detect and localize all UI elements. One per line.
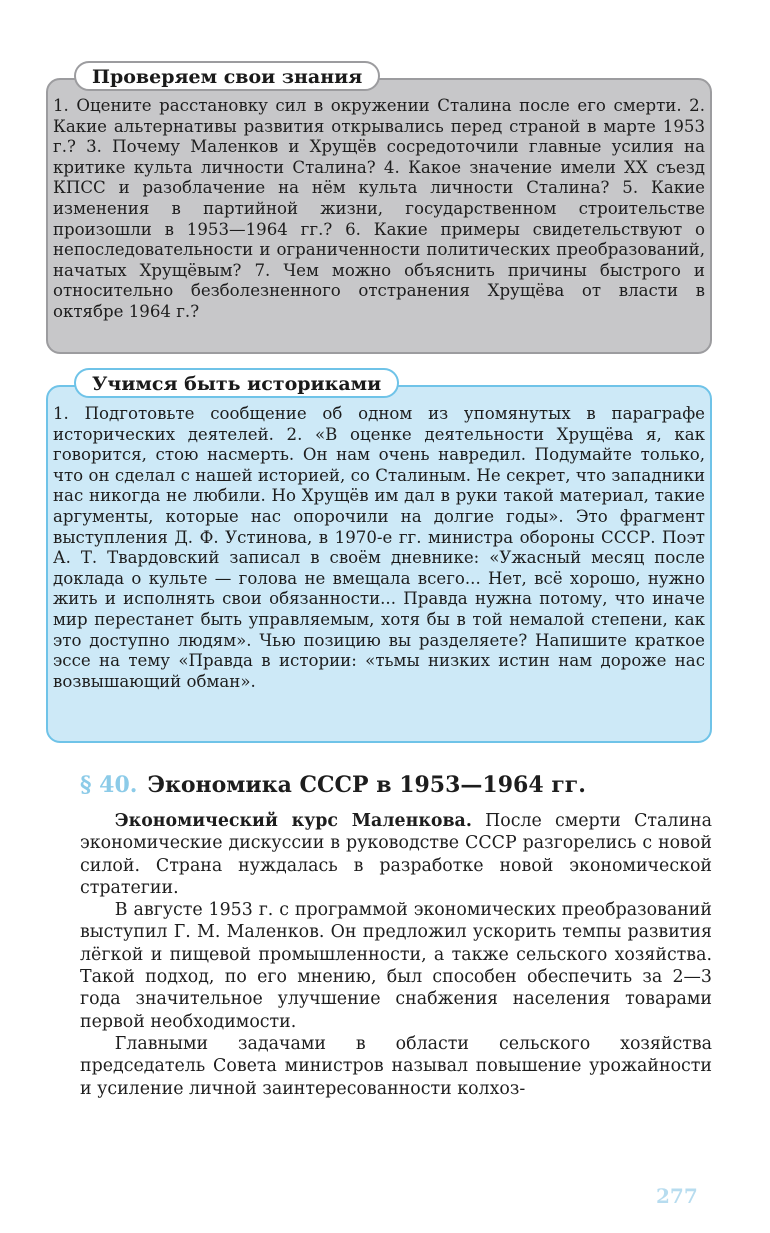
- historian-tasks-text: [53, 404, 705, 692]
- historian-tasks-title: Учимся быть историками: [74, 368, 399, 398]
- section-title: Экономика СССР в 1953—1964 гг.: [147, 772, 586, 798]
- main-text: [80, 810, 712, 1100]
- paragraph-3: Главными задачами в области сельского хозяйства председатель Совета министров называл повышение урожайности и усиление личной заинтересованности колхоз-: [80, 1033, 712, 1099]
- page-number: 277: [656, 1184, 698, 1208]
- section-heading: [80, 772, 586, 798]
- paragraph-2: В августе 1953 г. с программой экономических преобразований выступил Г. М. Маленков. Он предложил ускорить темпы развития лёгкой и пищевой промышленности, а также сельского хозяйства. Такой подход, по его мнению, был способен обеспечить за 2—3 года значительное улучшение снабжения населения товарами первой необходимости.: [80, 900, 712, 1032]
- review-questions-text: [53, 96, 705, 323]
- review-questions-paragraph: 1. Оцените расстановку сил в окружении Сталина после его смерти. 2. Какие альтернативы развития открывались перед страной в марте 1953 г.? 3. Почему Маленков и Хрущёв сосредоточили главные усилия на критике культа личности Сталина? 4. Какое значение имели XX съезд КПСС и разоблачение на нём культа личности Сталина? 5. Какие изменения в партийной жизни, государственном строительстве произошли в 1953—1964 гг.? 6. Какие примеры свидетельствуют о непоследовательности и ограниченности политических преобразований, начатых Хрущёвым? 7. Чем можно объяснить причины быстрого и относительно безболезненного отстранения Хрущёва от власти в октябре 1964 г.?: [53, 96, 705, 321]
- section-number: § 40.: [80, 772, 138, 798]
- paragraph-1-text: После смерти Сталина экономические дискуссии в руководстве СССР разгорелись с новой силой. Страна нуждалась в разработке новой экономической стратегии.: [80, 811, 712, 898]
- paragraph-1: [80, 810, 712, 899]
- review-questions-title: Проверяем свои знания: [74, 61, 380, 91]
- historian-tasks-paragraph: 1. Подготовьте сообщение об одном из упомянутых в параграфе исторических деятелей. 2. «В оценке деятельности Хрущёва я, как говорится, стою насмерть. Он нам очень навредил. Подумайте только, что он сделал с нашей историей, со Сталиным. Не секрет, что западники нас никогда не любили. Но Хрущёв им дал в руки такой материал, такие аргументы, которые нас опорочили на долгие годы». Это фрагмент выступления Д. Ф. Устинова, в 1970-е гг. министра обороны СССР. Поэт А. Т. Твардовский записал в своём дневнике: «Ужасный месяц после доклада о культе — голова не вмещала всего... Нет, всё хорошо, нужно жить и исполнять свои обязанности... Правда нужна потому, что иначе мир перестанет быть управляемым, хотя бы в той немалой степени, как это доступно людям». Чью позицию вы разделяете? Напишите краткое эссе на тему «Правда в истории: «тьмы низких истин нам дороже нас возвышающий обман».: [53, 404, 705, 691]
- paragraph-1-heading: Экономический курс Маленкова.: [114, 811, 472, 831]
